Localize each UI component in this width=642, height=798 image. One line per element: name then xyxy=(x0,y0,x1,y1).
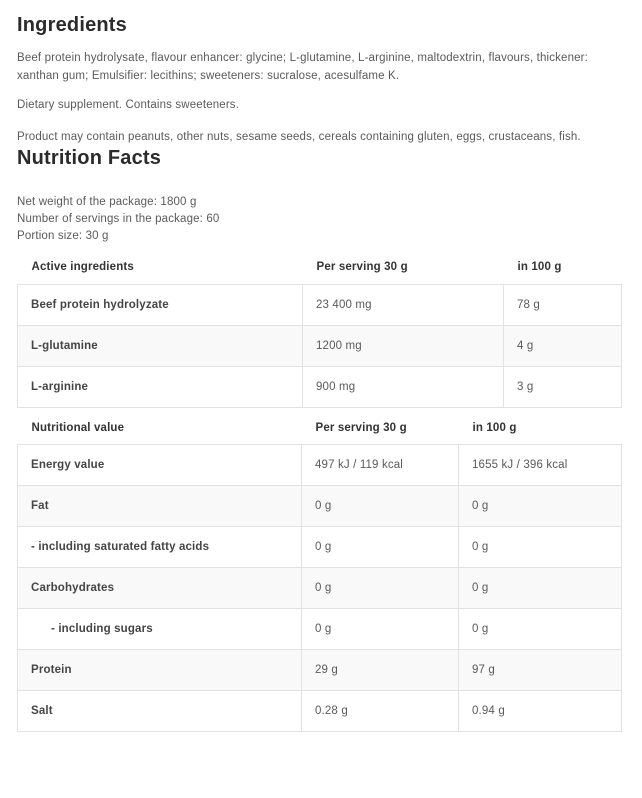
row-value-per-serving: 0 g xyxy=(302,527,459,568)
row-value-per-100g: 0.94 g xyxy=(459,691,622,732)
row-value-per-100g: 0 g xyxy=(459,527,622,568)
row-value-per-100g: 3 g xyxy=(504,366,622,407)
table-row xyxy=(18,527,622,568)
row-value-per-100g: 97 g xyxy=(459,650,622,691)
row-value-per-serving: 0 g xyxy=(302,609,459,650)
row-value-per-100g: 78 g xyxy=(504,284,622,325)
nutritional-value-table-body xyxy=(18,445,622,732)
ingredients-title: Ingredients xyxy=(17,14,127,36)
column-header-nutritional-value: Nutritional value xyxy=(18,412,302,445)
row-value-per-100g: 1655 kJ / 396 kcal xyxy=(459,445,622,486)
row-value-per-100g: 0 g xyxy=(459,486,622,527)
row-label: Carbohydrates xyxy=(18,568,302,609)
active-ingredients-table-body xyxy=(18,284,622,407)
row-label: - including sugars xyxy=(18,609,302,650)
column-header-per-100g: in 100 g xyxy=(504,251,622,284)
row-label: - including saturated fatty acids xyxy=(18,527,302,568)
active-ingredients-table-header xyxy=(18,251,622,284)
row-label: Energy value xyxy=(18,445,302,486)
table-row xyxy=(18,691,622,732)
nutritional-value-table-header xyxy=(18,412,622,445)
column-header-per-serving: Per serving 30 g xyxy=(303,251,504,284)
table-row xyxy=(18,486,622,527)
row-value-per-100g: 4 g xyxy=(504,325,622,366)
ingredients-composition-text: Beef protein hydrolysate, flavour enhancer: glycine; L-glutamine, L-arginine, maltodextrin, flavours, thickener: xanthan gum; Emulsifier: lecithins; sweeteners: sucralose, acesulfame K. xyxy=(17,52,589,82)
row-value-per-serving: 0.28 g xyxy=(302,691,459,732)
row-label: Protein xyxy=(18,650,302,691)
row-label: L-arginine xyxy=(18,366,303,407)
allergen-warning-note: Product may contain peanuts, other nuts, sesame seeds, cereals containing gluten, eggs, crustaceans, fish. xyxy=(17,131,581,143)
row-label: L-glutamine xyxy=(18,325,303,366)
row-value-per-serving: 1200 mg xyxy=(303,325,504,366)
header-row xyxy=(18,251,622,284)
nutrition-facts-title: Nutrition Facts xyxy=(17,147,162,169)
table-row xyxy=(18,325,622,366)
row-value-per-100g: 0 g xyxy=(459,568,622,609)
row-value-per-serving: 29 g xyxy=(302,650,459,691)
column-header-active-ingredients: Active ingredients xyxy=(18,251,303,284)
nutritional-value-table xyxy=(17,412,622,733)
row-label: Salt xyxy=(18,691,302,732)
active-ingredients-table xyxy=(17,251,622,408)
nutrition-facts-section xyxy=(17,146,621,732)
table-row xyxy=(18,568,622,609)
column-header-per-100g: in 100 g xyxy=(459,412,622,445)
row-value-per-serving: 0 g xyxy=(302,568,459,609)
row-value-per-serving: 23 400 mg xyxy=(303,284,504,325)
row-value-per-serving: 497 kJ / 119 kcal xyxy=(302,445,459,486)
dietary-supplement-note: Dietary supplement. Contains sweeteners. xyxy=(17,99,240,111)
header-row xyxy=(18,412,622,445)
net-weight-text: Net weight of the package: 1800 g xyxy=(17,196,197,208)
column-header-per-serving: Per serving 30 g xyxy=(302,412,459,445)
table-row xyxy=(18,284,622,325)
table-row xyxy=(18,650,622,691)
table-row xyxy=(18,445,622,486)
row-label: Fat xyxy=(18,486,302,527)
package-info-block xyxy=(17,194,621,245)
ingredients-section xyxy=(17,13,621,146)
servings-count-text: Number of servings in the package: 60 xyxy=(17,213,220,225)
table-row xyxy=(18,366,622,407)
row-value-per-serving: 900 mg xyxy=(303,366,504,407)
portion-size-text: Portion size: 30 g xyxy=(17,230,109,242)
table-row xyxy=(18,609,622,650)
row-value-per-100g: 0 g xyxy=(459,609,622,650)
row-value-per-serving: 0 g xyxy=(302,486,459,527)
row-label: Beef protein hydrolyzate xyxy=(18,284,303,325)
